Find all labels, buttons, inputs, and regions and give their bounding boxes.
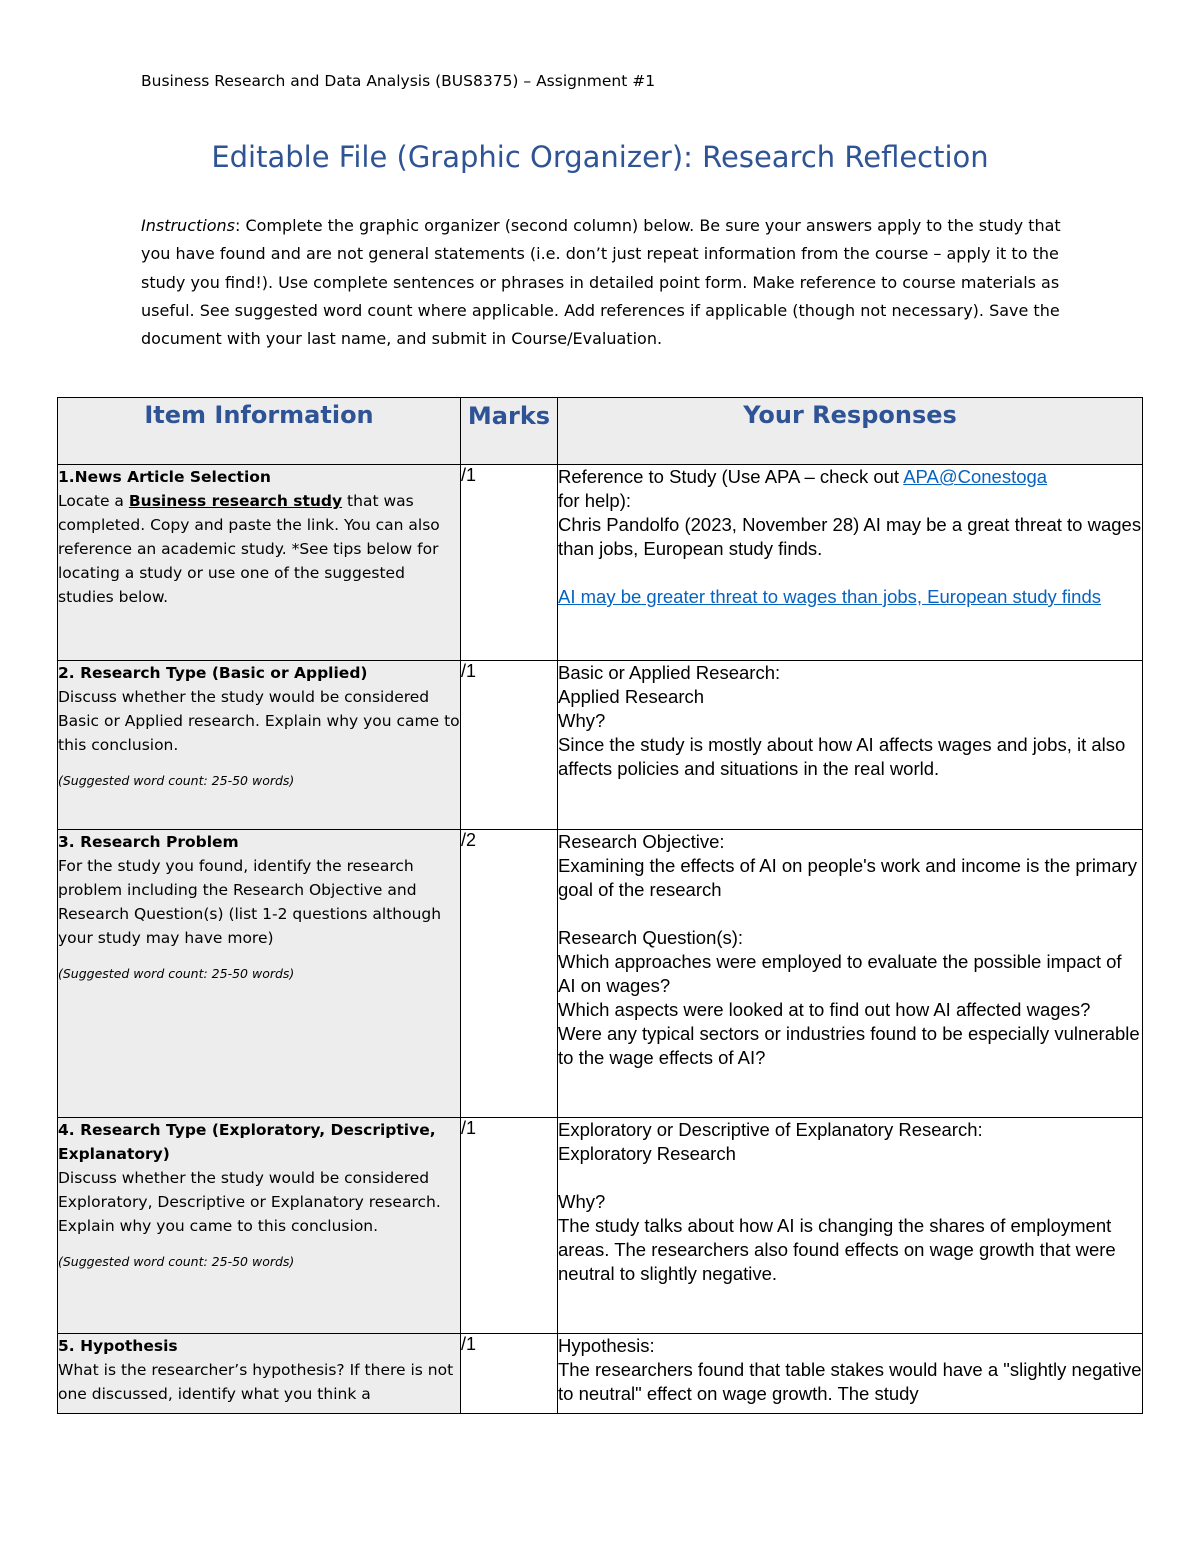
item-cell-hypothesis bbox=[58, 1334, 461, 1414]
marks-cell: /1 bbox=[461, 1334, 558, 1414]
instructions-text: : Complete the graphic organizer (second column) below. Be sure your answers apply to the study that you have found and are not general statements (i.e. don’t just repeat information from the course – apply it to the study you find!). Use complete sentences or phrases in detailed point form. Make reference to course materials as useful. See suggested word count where applicable. Add references if applicable (though not necessary). Save the document with your last name, and submit in Course/Evaluation. bbox=[141, 216, 1061, 349]
item-description: What is the researcher’s hypothesis? If there is not one discussed, identify what you think a bbox=[58, 1361, 454, 1403]
graphic-organizer-table bbox=[57, 397, 1143, 1414]
item-title: 5. Hypothesis bbox=[58, 1337, 178, 1355]
response-line: Were any typical sectors or industries found to be especially vulnerable to the wage effects of AI? bbox=[558, 1023, 1140, 1068]
response-line: Since the study is mostly about how AI affects wages and jobs, it also affects policies and situations in the real world. bbox=[558, 734, 1126, 779]
response-line: Research Objective: bbox=[558, 831, 725, 852]
table-row bbox=[58, 1118, 1143, 1334]
item-cell-research-type-exploratory bbox=[58, 1118, 461, 1334]
item-title: 1.News Article Selection bbox=[58, 468, 271, 486]
response-line: Examining the effects of AI on people's work and income is the primary goal of the research bbox=[558, 855, 1138, 900]
document-title: Editable File (Graphic Organizer): Research Reflection bbox=[211, 140, 989, 174]
response-cell bbox=[558, 661, 1143, 830]
marks-cell: /1 bbox=[461, 1118, 558, 1334]
response-line: for help): bbox=[558, 490, 632, 511]
response-line: Which approaches were employed to evaluate the possible impact of AI on wages? bbox=[558, 951, 1122, 996]
header-marks: Marks bbox=[461, 398, 558, 465]
item-description: Discuss whether the study would be considered Basic or Applied research. Explain why you came to this conclusion. bbox=[58, 688, 460, 754]
item-title: 3. Research Problem bbox=[58, 833, 239, 851]
response-cell bbox=[558, 1118, 1143, 1334]
response-line: Exploratory or Descriptive of Explanatory Research: bbox=[558, 1119, 983, 1140]
suggested-word-count: (Suggested word count: 25-50 words) bbox=[58, 773, 295, 788]
table-row bbox=[58, 661, 1143, 830]
item-description: Locate a Business research study that was completed. Copy and paste the link. You can also reference an academic study. *See tips below for locating a study or use one of the suggested studies below. bbox=[58, 492, 440, 606]
item-cell-research-type-basic-applied bbox=[58, 661, 461, 830]
header-item-information: Item Information bbox=[58, 398, 461, 465]
response-line: Why? bbox=[558, 710, 606, 731]
response-cell bbox=[558, 830, 1143, 1118]
response-cell bbox=[558, 465, 1143, 661]
table-row bbox=[58, 830, 1143, 1118]
response-line: Which aspects were looked at to find out how AI affected wages? bbox=[558, 999, 1091, 1020]
response-line: Reference to Study (Use APA – check out APA@Conestoga bbox=[558, 466, 1048, 487]
item-description: Discuss whether the study would be considered Exploratory, Descriptive or Explanatory research. Explain why you came to this conclusion. bbox=[58, 1169, 441, 1235]
item-description: For the study you found, identify the research problem including the Research Objective and Research Question(s) (list 1-2 questions although your study may have more) bbox=[58, 857, 442, 947]
response-line: The study talks about how AI is changing the shares of employment areas. The researchers also found effects on wage growth that were neutral to slightly negative. bbox=[558, 1215, 1116, 1284]
marks-cell: /1 bbox=[461, 661, 558, 830]
item-title: 2. Research Type (Basic or Applied) bbox=[58, 664, 368, 682]
suggested-word-count: (Suggested word count: 25-50 words) bbox=[58, 966, 295, 981]
response-line: Exploratory Research bbox=[558, 1143, 736, 1164]
header-your-responses: Your Responses bbox=[558, 398, 1143, 465]
response-line: The researchers found that table stakes would have a "slightly negative to neutral" effect on wage growth. The study bbox=[558, 1359, 1142, 1404]
table-header-row bbox=[58, 398, 1143, 465]
table-row bbox=[58, 1334, 1143, 1414]
apa-conestoga-link[interactable]: APA@Conestoga bbox=[903, 466, 1048, 487]
response-line: Hypothesis: bbox=[558, 1335, 655, 1356]
study-article-link[interactable]: AI may be greater threat to wages than jobs, European study finds bbox=[558, 586, 1101, 607]
marks-cell: /2 bbox=[461, 830, 558, 1118]
response-line: Basic or Applied Research: bbox=[558, 662, 781, 683]
suggested-word-count: (Suggested word count: 25-50 words) bbox=[58, 1254, 295, 1269]
response-line: Why? bbox=[558, 1191, 606, 1212]
table-row bbox=[58, 465, 1143, 661]
item-cell-research-problem bbox=[58, 830, 461, 1118]
item-cell-news-article-selection bbox=[58, 465, 461, 661]
item-title: 4. Research Type (Exploratory, Descriptive, Explanatory) bbox=[58, 1121, 436, 1163]
response-line: Chris Pandolfo (2023, November 28) AI may be a great threat to wages than jobs, European study finds. bbox=[558, 514, 1142, 559]
document-header: Business Research and Data Analysis (BUS8375) – Assignment #1 bbox=[141, 72, 656, 90]
instructions-paragraph bbox=[141, 212, 1071, 353]
instructions-label: Instructions bbox=[141, 216, 235, 235]
response-line: Research Question(s): bbox=[558, 927, 744, 948]
marks-cell: /1 bbox=[461, 465, 558, 661]
response-line: Applied Research bbox=[558, 686, 705, 707]
response-cell bbox=[558, 1334, 1143, 1414]
